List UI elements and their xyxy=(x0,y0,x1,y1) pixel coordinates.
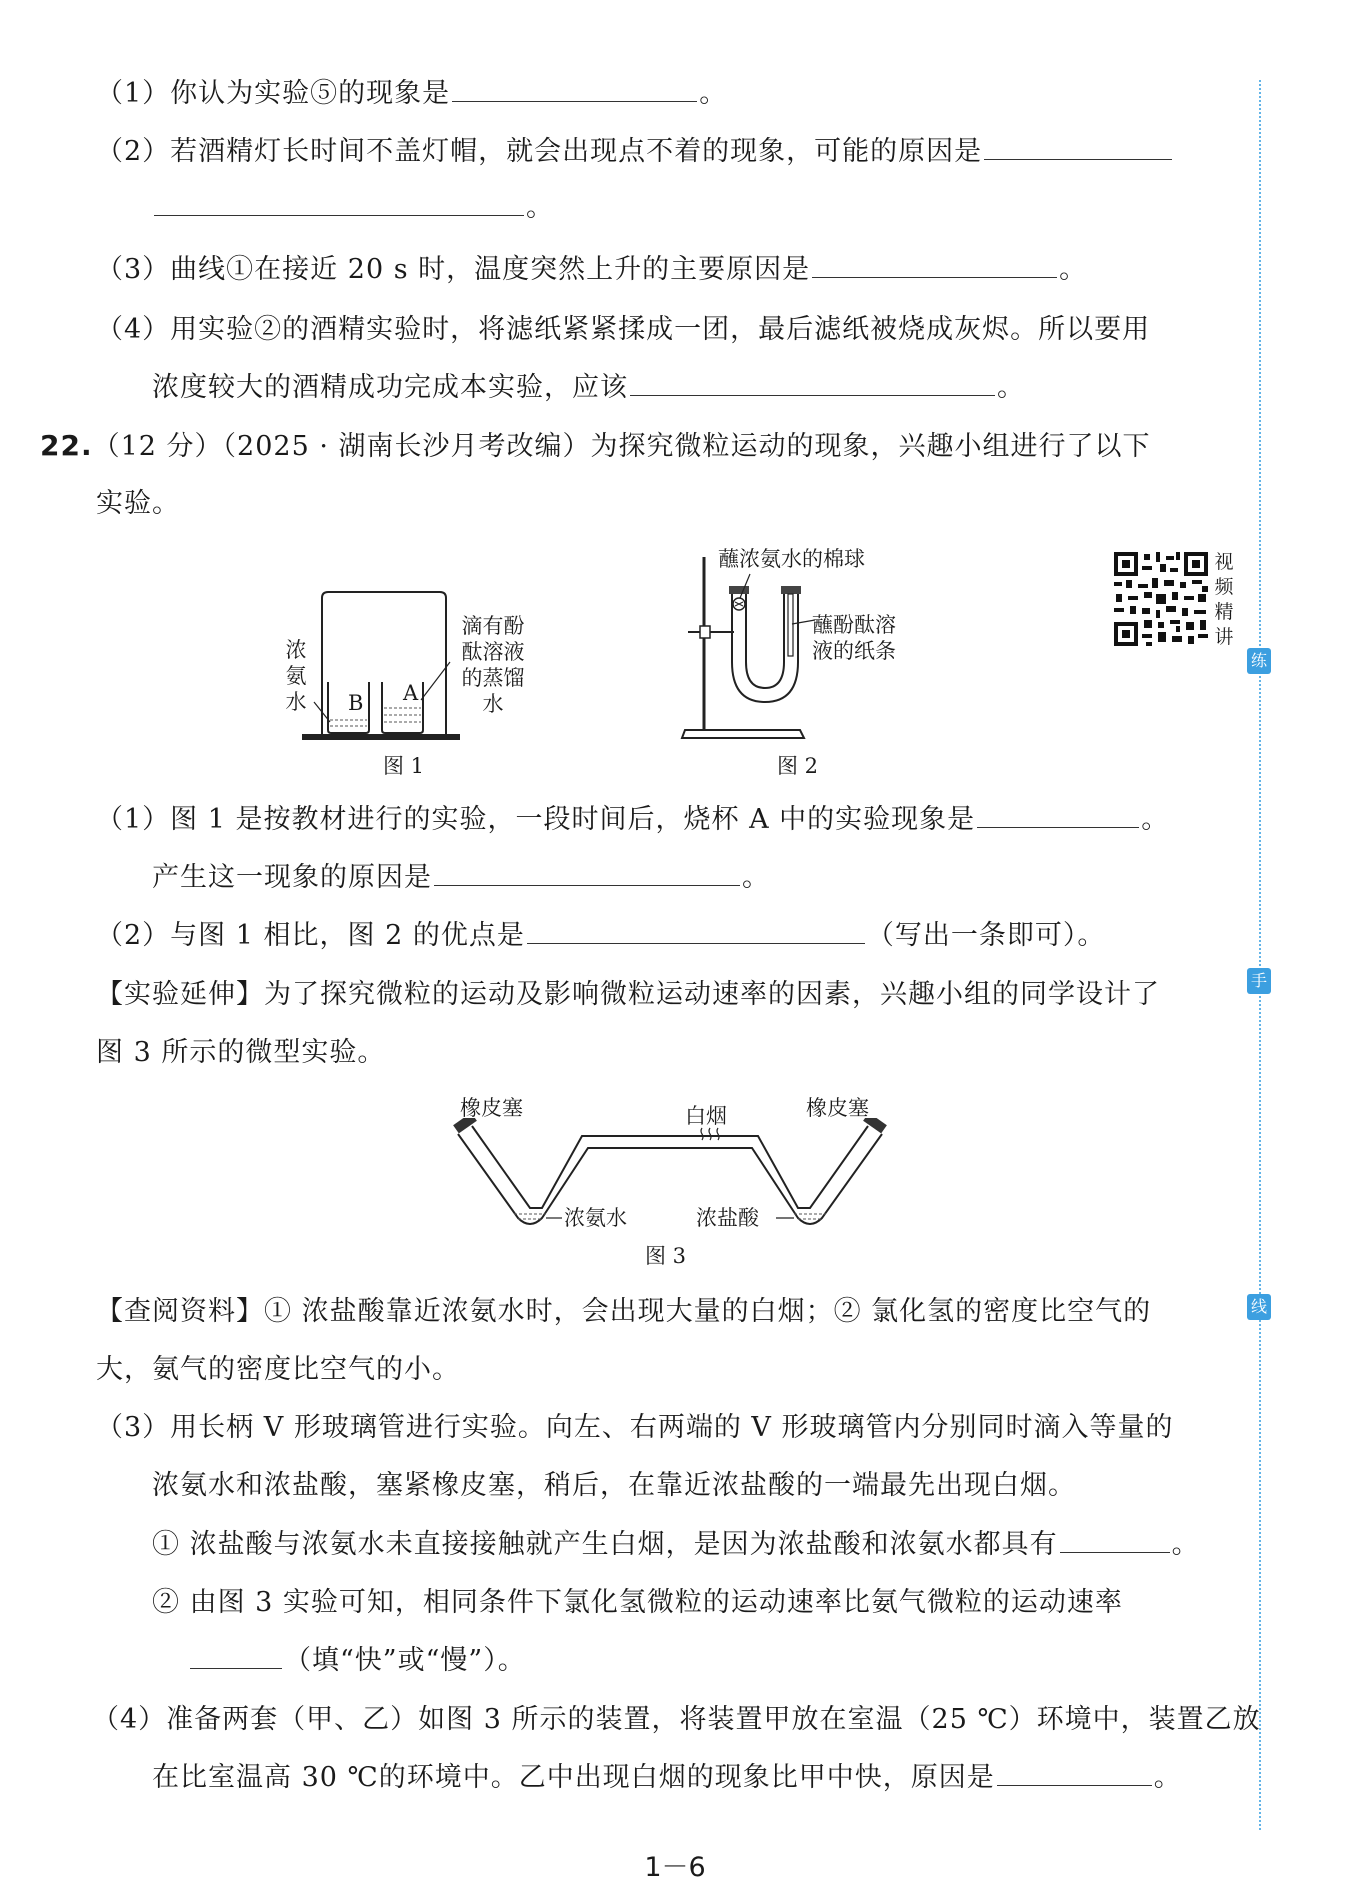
question-number: 22. xyxy=(40,429,93,462)
q22-part4-line1 xyxy=(92,1702,1261,1738)
fig3-stopper-right-label: 橡皮塞 xyxy=(806,1096,869,1120)
qr-label-char: 精 xyxy=(1214,601,1234,623)
q22-part4-line2 xyxy=(152,1760,1182,1796)
q22-intro-line2 xyxy=(96,486,180,522)
fig1-right-label-line: 水 xyxy=(482,692,504,716)
answer-blank[interactable] xyxy=(997,1761,1152,1786)
extension-text: 【实验延伸】为了探究微粒的运动及影响微粒运动速率的因素，兴趣小组的同学设计了 xyxy=(96,979,1160,1010)
period: 。 xyxy=(1059,254,1088,285)
extension-text2: 图 3 所示的微型实验。 xyxy=(96,1037,386,1068)
fig2-right-label-line: 蘸酚酞溶 xyxy=(812,613,896,637)
fig2-top-label: 蘸浓氨水的棉球 xyxy=(718,547,865,571)
fig1-caption: 图 1 xyxy=(383,754,425,778)
q21-part4-text: （4）用实验②的酒精实验时，将滤纸紧紧揉成一团，最后滤纸被烧成灰烬。所以要用 xyxy=(96,314,1151,345)
fig2-right-label xyxy=(812,612,896,664)
q22-part3-sub1-text: ① 浓盐酸与浓氨水未直接接触就产生白烟，是因为浓盐酸和浓氨水都具有 xyxy=(152,1529,1058,1560)
reference-text: 【查阅资料】① 浓盐酸靠近浓氨水时，会出现大量的白烟；② 氯化氢的密度比空气的 xyxy=(96,1296,1152,1327)
fig3-smoke-label: 白烟 xyxy=(685,1104,727,1128)
answer-blank[interactable] xyxy=(154,191,524,216)
q21-part2-cont xyxy=(152,190,554,226)
figure-2 xyxy=(680,552,820,742)
answer-blank[interactable] xyxy=(1060,1528,1170,1553)
q22-part4-text2: 在比室温高 30 ℃的环境中。乙中出现白烟的现象比甲中快，原因是 xyxy=(152,1762,995,1793)
figure-3 xyxy=(450,1118,890,1230)
fig1-right-label-line: 滴有酚 xyxy=(461,614,525,638)
period: 。 xyxy=(1153,1762,1182,1793)
reference-text2: 大，氨气的密度比空气的小。 xyxy=(96,1354,460,1385)
figure-1 xyxy=(300,590,460,740)
fig3-stopper-left-label: 橡皮塞 xyxy=(460,1096,523,1120)
fig1-beaker-a-label: A xyxy=(403,681,419,705)
q22-intro: （12 分）（2025 · 湖南长沙月考改编）为探究微粒运动的现象，兴趣小组进行了以下 xyxy=(92,431,1151,462)
qr-label-char: 视 xyxy=(1214,551,1234,573)
q22-part4-text: （4）准备两套（甲、乙）如图 3 所示的装置，将装置甲放在室温（25 ℃）环境中，装置乙放 xyxy=(92,1704,1261,1735)
answer-blank[interactable] xyxy=(190,1644,282,1669)
q22-part3-sub2-line1 xyxy=(152,1585,1123,1621)
q22-part1-text2: 产生这一现象的原因是 xyxy=(152,862,432,893)
fig1-beaker-b-label: B xyxy=(348,691,364,715)
period: 。 xyxy=(699,78,728,109)
fig1-left-label-char: 水 xyxy=(285,690,307,714)
margin-tag: 手 xyxy=(1247,968,1271,994)
period: 。 xyxy=(526,192,554,223)
reference-line1 xyxy=(96,1294,1151,1330)
extension-line2 xyxy=(96,1035,385,1071)
fig2-right-label-line: 液的纸条 xyxy=(812,639,896,663)
q22-part1-line2 xyxy=(152,860,770,896)
q21-part1 xyxy=(96,76,727,112)
fig3-hcl-label: 浓盐酸 xyxy=(696,1206,759,1230)
qr-code-icon[interactable] xyxy=(1112,550,1210,648)
answer-blank[interactable] xyxy=(984,135,1172,160)
q22-intro-line1 xyxy=(40,428,1151,465)
period: 。 xyxy=(742,862,770,893)
fig1-left-label-char: 浓 xyxy=(285,638,307,662)
qr-label-char: 频 xyxy=(1214,576,1234,598)
period: 。 xyxy=(997,372,1025,403)
q22-part2-end: （写出一条即可）。 xyxy=(866,920,1106,951)
q21-part4-text2: 浓度较大的酒精成功完成本实验，应该 xyxy=(152,372,628,403)
q21-part3 xyxy=(96,252,1087,288)
q21-part4-line2 xyxy=(152,370,1025,406)
q22-part3-sub1 xyxy=(152,1527,1200,1563)
q22-part3-sub2-line2 xyxy=(188,1643,526,1679)
q22-part3-line1 xyxy=(96,1410,1174,1446)
q22-part2 xyxy=(96,918,1105,954)
answer-blank[interactable] xyxy=(812,253,1057,278)
q21-part3-text: （3）曲线①在接近 20 s 时，温度突然上升的主要原因是 xyxy=(96,254,811,285)
qr-label xyxy=(1214,550,1234,650)
q21-part1-text: （1）你认为实验⑤的现象是 xyxy=(96,78,451,109)
answer-blank[interactable] xyxy=(977,803,1139,828)
q22-part3-text2: 浓氨水和浓盐酸，塞紧橡皮塞，稍后，在靠近浓盐酸的一端最先出现白烟。 xyxy=(152,1470,1076,1501)
margin-tag: 练 xyxy=(1247,648,1271,674)
q22-part3-sub2-text: ② 由图 3 实验可知，相同条件下氯化氢微粒的运动速率比氨气微粒的运动速率 xyxy=(152,1587,1123,1618)
fig1-left-label-char: 氨 xyxy=(285,664,307,688)
q22-part3-text: （3）用长柄 V 形玻璃管进行实验。向左、右两端的 V 形玻璃管内分别同时滴入等量的 xyxy=(96,1412,1174,1443)
fig1-right-label-line: 酞溶液 xyxy=(461,640,525,664)
q21-part2-text: （2）若酒精灯长时间不盖灯帽，就会出现点不着的现象，可能的原因是 xyxy=(96,136,983,167)
page-number: 1－6 xyxy=(644,1852,706,1883)
fig3-caption: 图 3 xyxy=(645,1244,687,1268)
qr-label-char: 讲 xyxy=(1214,626,1234,648)
q22-part1-line1 xyxy=(96,802,1169,838)
fig1-right-label-line: 的蒸馏 xyxy=(461,666,525,690)
q22-part1-text: （1）图 1 是按教材进行的实验，一段时间后，烧杯 A 中的实验现象是 xyxy=(96,804,976,835)
margin-guide-line xyxy=(1259,80,1261,1830)
period: 。 xyxy=(1171,1529,1200,1560)
margin-tag: 线 xyxy=(1247,1294,1271,1320)
answer-blank[interactable] xyxy=(630,371,995,396)
answer-blank[interactable] xyxy=(434,861,740,886)
answer-blank[interactable] xyxy=(452,77,697,102)
fig2-caption: 图 2 xyxy=(777,754,819,778)
period: 。 xyxy=(1141,804,1170,835)
q22-part3-sub2-text2: （填“快”或“慢”）。 xyxy=(284,1645,526,1676)
q21-part2 xyxy=(96,134,1174,170)
fig1-right-label xyxy=(452,613,534,717)
fig1-left-label xyxy=(284,637,308,715)
extension-line1 xyxy=(96,977,1160,1013)
q22-part2-text: （2）与图 1 相比，图 2 的优点是 xyxy=(96,920,525,951)
answer-blank[interactable] xyxy=(527,919,865,944)
q22-part3-line2 xyxy=(152,1468,1076,1504)
q22-intro-cont: 实验。 xyxy=(96,488,180,519)
reference-line2 xyxy=(96,1352,460,1388)
fig3-ammonia-label: 浓氨水 xyxy=(564,1206,627,1230)
q21-part4-line1 xyxy=(96,312,1150,348)
